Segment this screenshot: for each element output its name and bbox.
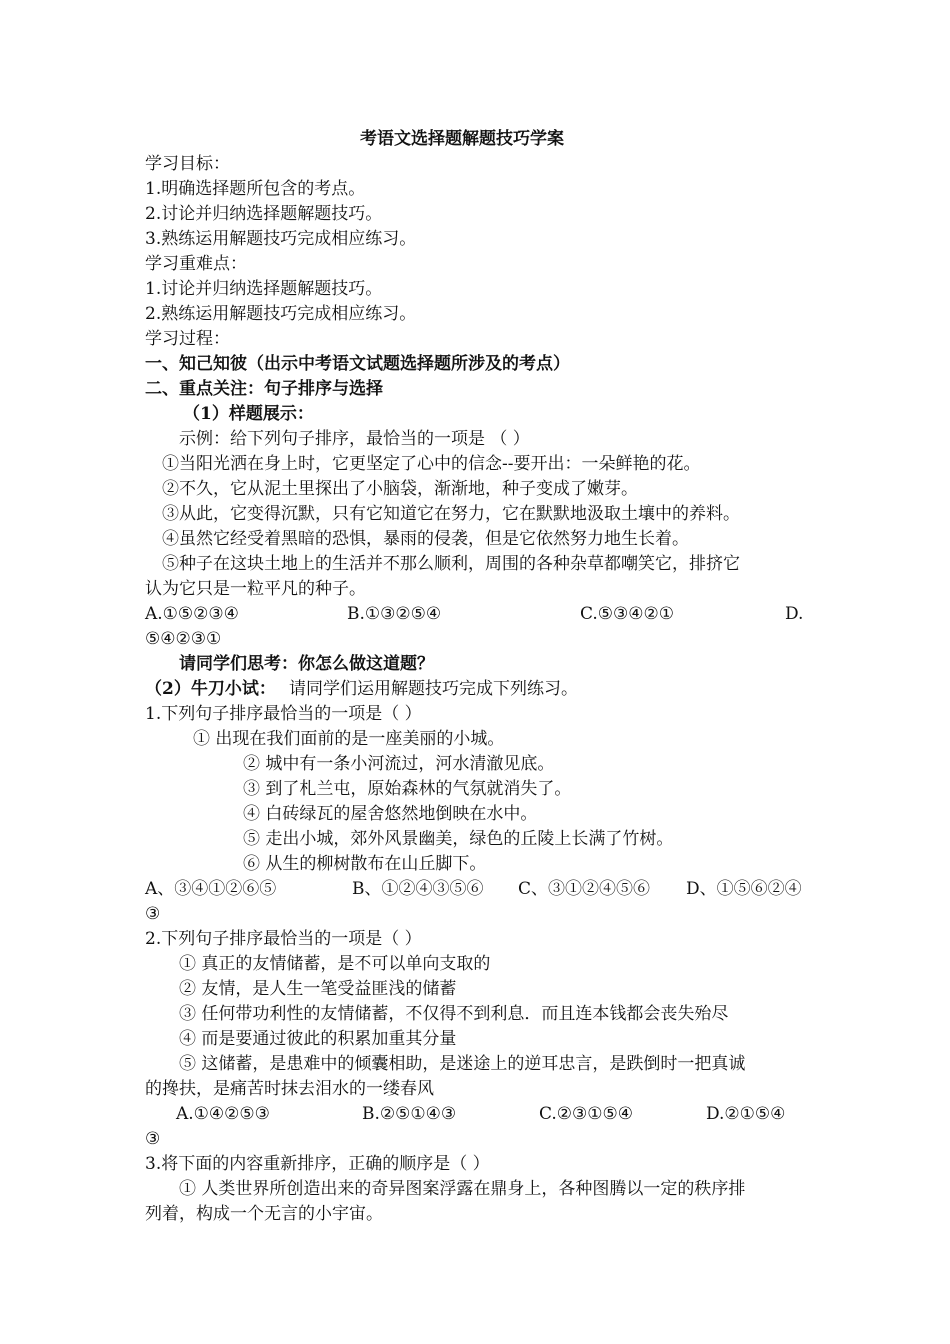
sentence-item: ③ 到了札兰屯，原始森林的气氛就消失了。 <box>243 779 572 799</box>
question-3-stem: 3.将下面的内容重新排序，正确的顺序是（ ） <box>145 1154 490 1174</box>
section-heading: 学习重难点： <box>145 254 247 274</box>
sentence-item: ①当阳光洒在身上时，它更坚定了心中的信念--要开出：一朵鲜艳的花。 <box>162 454 701 474</box>
think-prompt: 请同学们思考：你怎么做这道题？ <box>179 654 434 674</box>
document-title: 考语文选择题解题技巧学案 <box>360 129 564 149</box>
option-a: A.①④②⑤③ <box>176 1104 270 1124</box>
option-c: C、③①②④⑤⑥ <box>518 879 651 899</box>
section-heading: 学习目标： <box>145 154 230 174</box>
part-heading: 二、重点关注：句子排序与选择 <box>145 379 383 399</box>
subsection-heading: （2）牛刀小试： <box>145 679 276 699</box>
sentence-item: ⑤种子在这块土地上的生活并不那么顺利，周围的各种杂草都嘲笑它，排挤它 <box>162 554 740 574</box>
text-line: 1.讨论并归纳选择题解题技巧。 <box>145 279 383 299</box>
sentence-item-continued: 认为它只是一粒平凡的种子。 <box>145 579 366 599</box>
option-d-continued: ③ <box>145 904 161 924</box>
question-1-stem: 1.下列句子排序最恰当的一项是（ ） <box>145 704 422 724</box>
sentence-item: ②不久，它从泥土里探出了小脑袋，渐渐地，种子变成了嫩芽。 <box>162 479 638 499</box>
sentence-item: ④ 而是要通过彼此的积累加重其分量 <box>179 1029 457 1049</box>
option-a: A.①⑤②③④ <box>145 604 239 624</box>
option-c: C.⑤③④②① <box>580 604 675 624</box>
sentence-item: ① 真正的友情储蓄，是不可以单向支取的 <box>179 954 491 974</box>
option-a: A、③④①②⑥⑤ <box>145 879 277 899</box>
text-line: 2.讨论并归纳选择题解题技巧。 <box>145 204 383 224</box>
option-b: B.②⑤①④③ <box>362 1104 457 1124</box>
sentence-item: ③ 任何带功利性的友情储蓄，不仅得不到利息．而且连本钱都会丧失殆尽 <box>179 1004 729 1024</box>
subsection-heading: （1）样题展示： <box>183 404 314 424</box>
sentence-item: ③从此，它变得沉默，只有它知道它在努力，它在默默地汲取土壤中的养料。 <box>162 504 740 524</box>
part-heading: 一、知己知彼（出示中考语文试题选择题所涉及的考点） <box>145 354 570 374</box>
sentence-item: ① 出现在我们面前的是一座美丽的小城。 <box>193 729 505 749</box>
sentence-item-continued: 的搀扶，是痛苦时抹去泪水的一缕春风 <box>145 1079 434 1099</box>
option-c: C.②③①⑤④ <box>539 1104 634 1124</box>
sentence-item: ① 人类世界所创造出来的奇异图案浮露在鼎身上，各种图腾以一定的秩序排 <box>179 1179 746 1199</box>
instruction-text: 请同学们运用解题技巧完成下列练习。 <box>289 679 578 699</box>
option-d: D、①⑤⑥②④ <box>686 879 802 899</box>
section-heading: 学习过程： <box>145 329 230 349</box>
sentence-item: ⑤ 这储蓄，是患难中的倾囊相助，是迷途上的逆耳忠言，是跌倒时一把真诚 <box>179 1054 746 1074</box>
text-line: 3.熟练运用解题技巧完成相应练习。 <box>145 229 417 249</box>
sentence-item-continued: 列着，构成一个无言的小宇宙。 <box>145 1204 383 1224</box>
option-d-continued: ⑤④②③① <box>145 629 222 649</box>
option-b: B、①②④③⑤⑥ <box>352 879 484 899</box>
option-d-continued: ③ <box>145 1129 161 1149</box>
text-line: 1.明确选择题所包含的考点。 <box>145 179 366 199</box>
question-2-stem: 2.下列句子排序最恰当的一项是（ ） <box>145 929 422 949</box>
option-b: B.①③②⑤④ <box>347 604 442 624</box>
text-line: 2.熟练运用解题技巧完成相应练习。 <box>145 304 417 324</box>
question-stem: 示例：给下列句子排序，最恰当的一项是 （ ） <box>179 429 530 449</box>
sentence-item: ④ 白砖绿瓦的屋舍悠然地倒映在水中。 <box>243 804 538 824</box>
sentence-item: ④虽然它经受着黑暗的恐惧，暴雨的侵袭，但是它依然努力地生长着。 <box>162 529 689 549</box>
sentence-item: ⑥ 从生的柳树散布在山丘脚下。 <box>243 854 487 874</box>
sentence-item: ⑤ 走出小城，郊外风景幽美，绿色的丘陵上长满了竹树。 <box>243 829 674 849</box>
sentence-item: ② 城中有一条小河流过，河水清澈见底。 <box>243 754 555 774</box>
option-d: D.②①⑤④ <box>706 1104 786 1124</box>
option-d: D. <box>785 604 804 624</box>
sentence-item: ② 友情，是人生一笔受益匪浅的储蓄 <box>179 979 457 999</box>
